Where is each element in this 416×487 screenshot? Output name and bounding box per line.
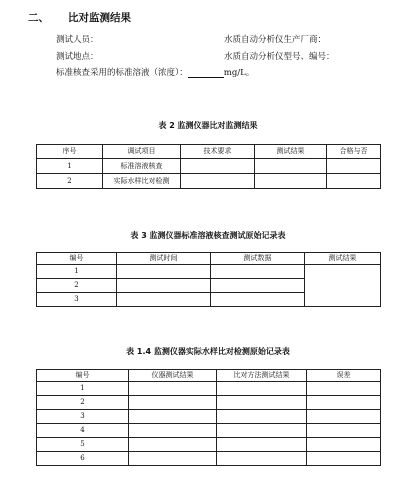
- table-cell: [217, 438, 307, 452]
- table-cell: [327, 174, 381, 189]
- table-row: [37, 265, 381, 279]
- table-cell: [217, 382, 307, 396]
- table2-header-cell: 调试项目: [103, 145, 181, 159]
- table3-header-cell: 测试结果: [305, 253, 381, 265]
- concentration-unit: mg/L: [223, 68, 246, 78]
- table-row: [37, 438, 381, 452]
- table-cell: [129, 382, 217, 396]
- table-cell: [255, 159, 327, 174]
- table3-header-cell: 编号: [37, 253, 117, 265]
- table-cell: 标准溶液核查: [103, 159, 181, 174]
- table-cell: [181, 174, 255, 189]
- table3: [36, 252, 381, 307]
- table-cell: [255, 174, 327, 189]
- table4-header-cell: 误差: [307, 370, 381, 382]
- table-cell: [307, 424, 381, 438]
- table-cell: [129, 438, 217, 452]
- standard-solution-label: 标准核查采用的标准溶液（浓度）：: [56, 68, 188, 78]
- table-row: [37, 159, 381, 174]
- table-cell: [307, 438, 381, 452]
- standard-solution-line: [56, 66, 254, 78]
- table-cell: 1: [37, 159, 103, 174]
- table-cell: [181, 159, 255, 174]
- table2-header-cell: 技术要求: [181, 145, 255, 159]
- section-number: 二、: [28, 12, 49, 24]
- table-cell: [129, 410, 217, 424]
- table-cell: [217, 396, 307, 410]
- table-row: [37, 424, 381, 438]
- table-cell: 3: [37, 410, 129, 424]
- table-cell: 2: [37, 279, 117, 293]
- location-label: 测试地点：: [56, 52, 99, 62]
- table2-header-cell: 测试结果: [255, 145, 327, 159]
- table2-header-row: [37, 145, 381, 159]
- table-row: [37, 452, 381, 466]
- table-row: [37, 382, 381, 396]
- table-cell: [211, 265, 305, 279]
- table4: [36, 369, 381, 466]
- table-cell: 1: [37, 382, 129, 396]
- unit-period: 。: [245, 68, 255, 78]
- table-cell: [217, 424, 307, 438]
- manufacturer-label: 水质自动分析仪生产厂商：: [224, 35, 327, 45]
- model-label: 水质自动分析仪型号、编号：: [224, 52, 335, 62]
- table4-header-cell: 比对方法测试结果: [217, 370, 307, 382]
- table-cell: [129, 424, 217, 438]
- table4-caption: 表 1.4 监测仪器实际水样比对检测原始记录表: [126, 347, 290, 356]
- table-cell: [307, 410, 381, 424]
- tester-label: 测试人员：: [56, 35, 99, 45]
- table-cell: 1: [37, 265, 117, 279]
- table3-caption: 表 3 监测仪器标准溶液核查测试原始记录表: [130, 231, 286, 240]
- table4-header-row: [37, 370, 381, 382]
- table-cell: [217, 410, 307, 424]
- table-cell: [307, 396, 381, 410]
- table3-result-cell: [305, 265, 381, 307]
- table-cell: [211, 293, 305, 307]
- table-cell: [117, 265, 211, 279]
- table-cell: 实际水样比对检测: [103, 174, 181, 189]
- table-cell: 3: [37, 293, 117, 307]
- table-cell: [129, 396, 217, 410]
- table-cell: [307, 452, 381, 466]
- table2-header-cell: 序号: [37, 145, 103, 159]
- concentration-blank: [188, 68, 224, 78]
- section-heading: [28, 10, 131, 25]
- table3-header-cell: 测试数据: [211, 253, 305, 265]
- table-cell: [117, 293, 211, 307]
- table2-caption: 表 2 监测仪器比对监测结果: [158, 121, 258, 130]
- table-cell: 2: [37, 396, 129, 410]
- table-cell: 2: [37, 174, 103, 189]
- table-row: [37, 396, 381, 410]
- table3-header-cell: 测试时间: [117, 253, 211, 265]
- table-row: [37, 174, 381, 189]
- table-cell: [217, 452, 307, 466]
- table4-header-cell: 仪器测试结果: [129, 370, 217, 382]
- table2: [36, 144, 381, 189]
- table-cell: [307, 382, 381, 396]
- table2-header-cell: 合格与否: [327, 145, 381, 159]
- table-cell: [327, 159, 381, 174]
- table-cell: 4: [37, 424, 129, 438]
- section-title: 比对监测结果: [68, 12, 131, 24]
- table-cell: [117, 279, 211, 293]
- table-cell: 5: [37, 438, 129, 452]
- table-cell: [211, 279, 305, 293]
- table4-header-cell: 编号: [37, 370, 129, 382]
- table3-header-row: [37, 253, 381, 265]
- table-cell: 6: [37, 452, 129, 466]
- table-cell: [129, 452, 217, 466]
- table-row: [37, 410, 381, 424]
